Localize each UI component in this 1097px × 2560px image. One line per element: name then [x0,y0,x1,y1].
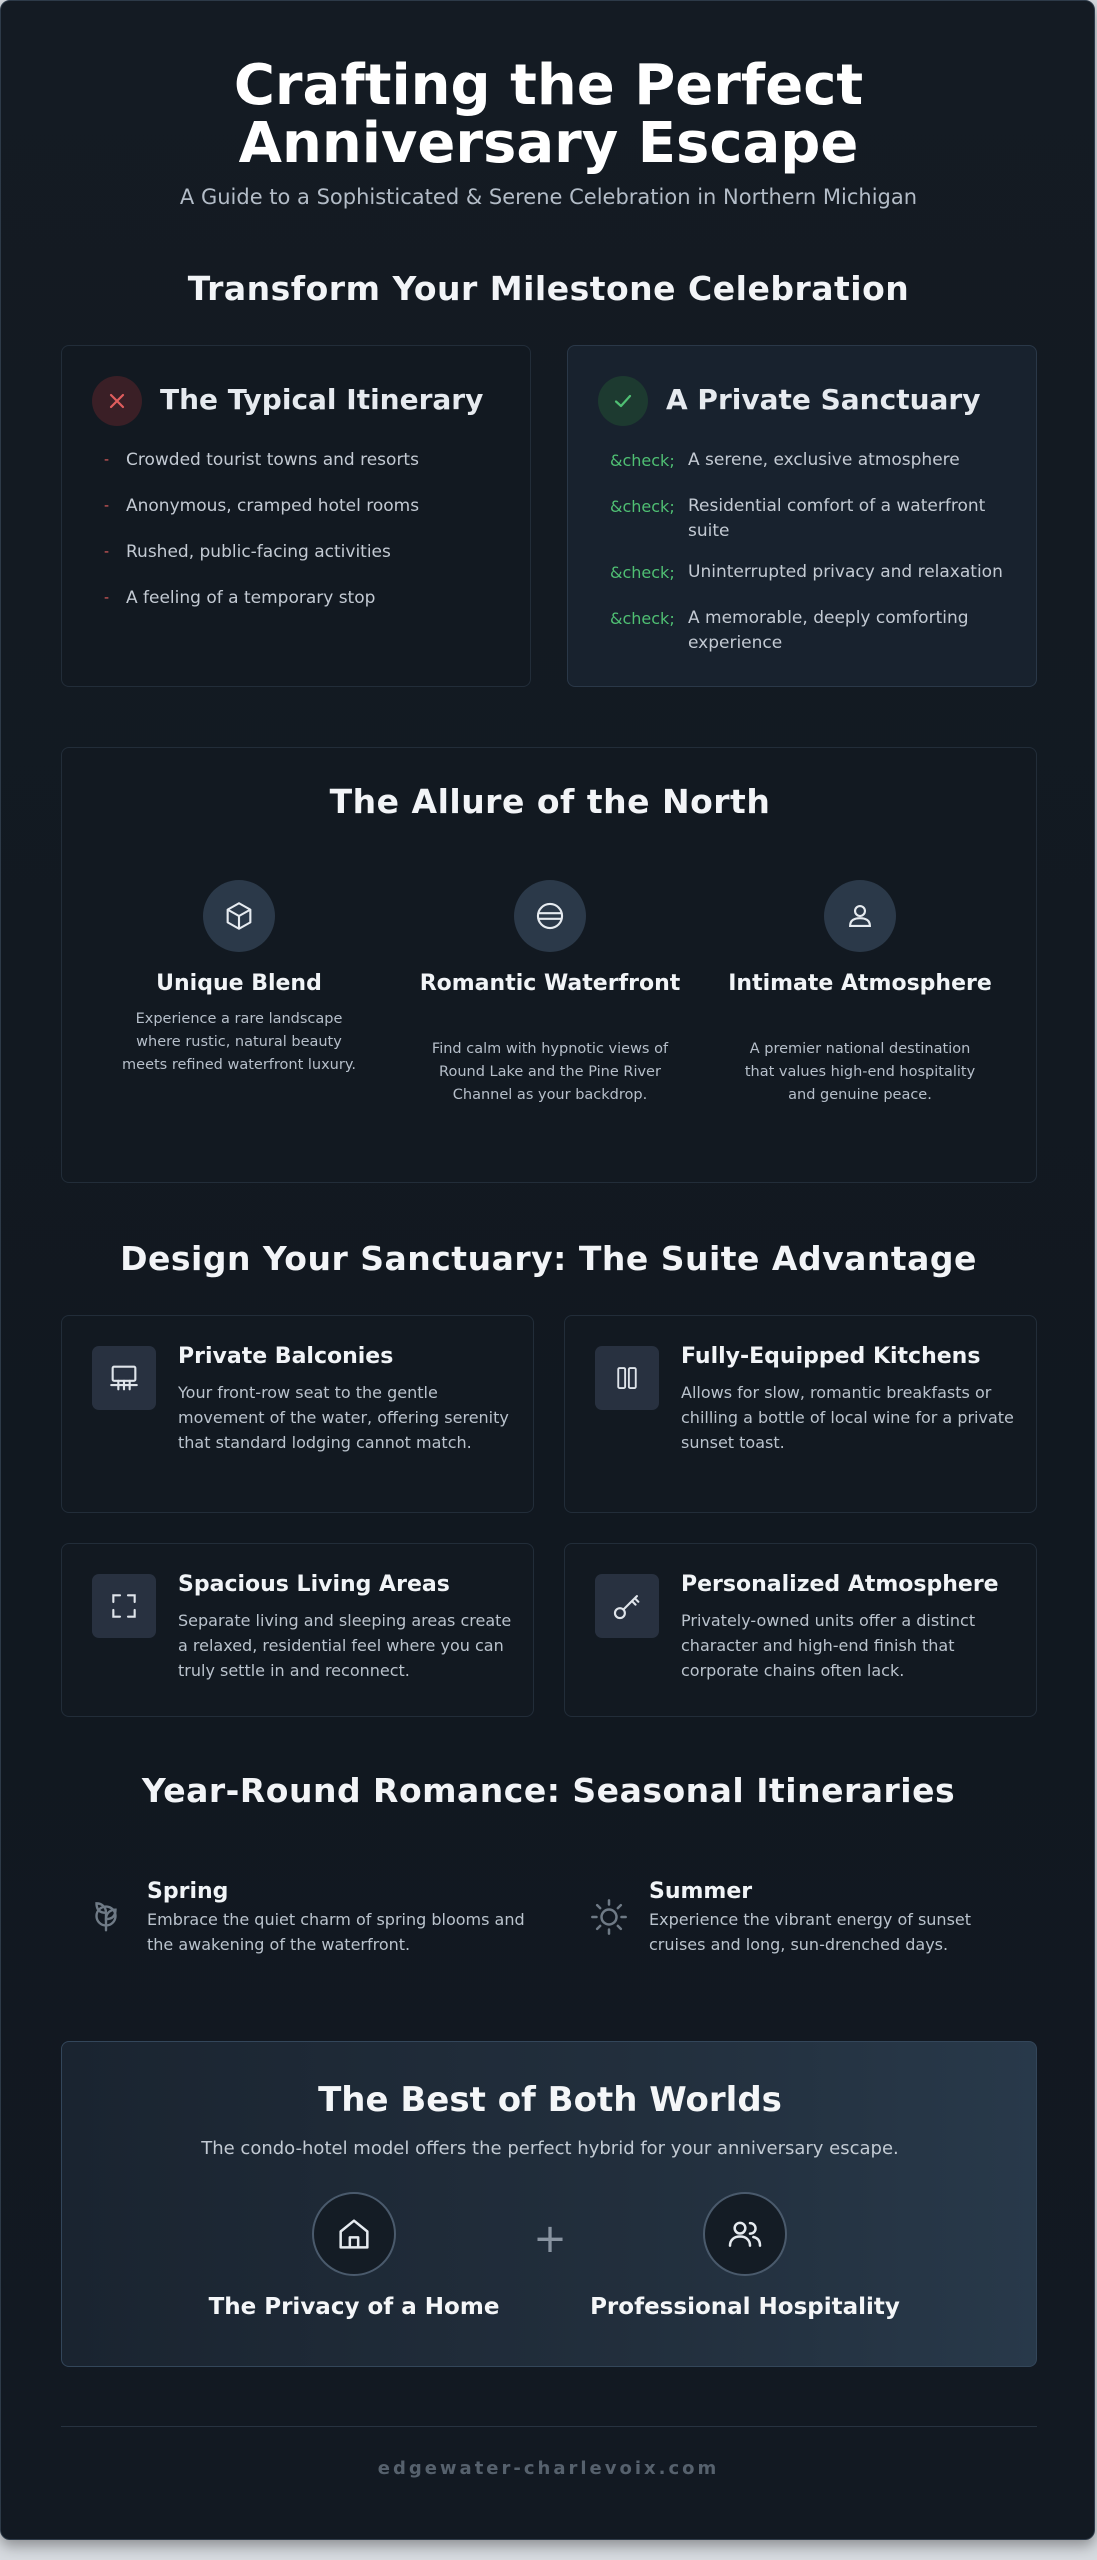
feature-text-romantic-waterfront: Find calm with hypnotic views of Round Lake and the Pine River Channel as your backdrop. [431,1041,669,1103]
allure-card [61,747,1037,1183]
footer-divider [61,2426,1037,2427]
home-icon [312,2192,396,2276]
page-subtitle: A Guide to a Sophisticated & Serene Celebration in Northern Michigan [179,185,918,209]
list-item: - Anonymous, cramped hotel rooms [104,494,504,519]
hospitality-label: Professional Hospitality [590,2294,900,2320]
suite-text: Allows for slow, romantic breakfasts or chilling a bottle of local wine for a private sunset toast. [681,1383,1014,1452]
feature-title-intimate-atmosphere: Intimate Atmosphere [728,971,992,996]
check-icon [598,376,648,426]
list-item: - A feeling of a temporary stop [104,586,504,611]
check-marker: &check; [610,451,675,470]
suite-title: Spacious Living Areas [178,1572,450,1597]
key-icon [595,1574,659,1638]
check-marker: &check; [610,563,675,582]
dash-marker: - [104,452,110,468]
suite-title: Fully-Equipped Kitchens [681,1344,981,1369]
water-globe-icon [514,880,586,952]
feature-title-romantic-waterfront: Romantic Waterfront [419,971,681,996]
best-title: The Best of Both Worlds [318,2080,782,2120]
people-icon [703,2192,787,2276]
private-sanctuary-title: A Private Sanctuary [666,383,981,416]
footer-site-link[interactable]: edgewater-charlevoix.com [377,2458,720,2479]
expand-icon [92,1574,156,1638]
suite-card-personalized [564,1543,1037,1717]
check-marker: &check; [610,609,675,628]
dash-marker: - [104,590,110,606]
list-item: - Rushed, public-facing activities [104,540,504,565]
list-item: &check; A memorable, deeply comforting experience [610,606,1020,656]
suite-card-kitchens [564,1315,1037,1513]
suite-text: Privately-owned units offer a distinct character and high-end finish that corporate chains often lack. [681,1611,976,1680]
typical-itinerary-card [61,345,531,687]
dash-marker: - [104,498,110,514]
comparison-section-title: Transform Your Milestone Celebration [187,269,910,308]
suite-text: Your front-row seat to the gentle movement of the water, offering serenity that standard lodging cannot match. [178,1383,509,1452]
best-of-both-card [61,2041,1037,2367]
x-icon [92,376,142,426]
dash-marker: - [104,544,110,560]
feature-text-intimate-atmosphere: A premier national destination that values high-end hospitality and genuine peace. [744,1041,976,1103]
suite-card-private-balconies [61,1315,534,1513]
page-title: Crafting the Perfect Anniversary Escape [233,53,864,176]
person-icon [824,880,896,952]
check-marker: &check; [610,497,675,516]
private-sanctuary-card [567,345,1037,687]
suite-text: Separate living and sleeping areas create a relaxed, residential feel where you can truly settle in and reconnect. [178,1611,512,1680]
typical-itinerary-title: The Typical Itinerary [160,383,484,416]
suite-card-living-areas [61,1543,534,1717]
best-subtitle: The condo-hotel model offers the perfect hybrid for your anniversary escape. [201,2138,899,2159]
allure-section-title: The Allure of the North [329,782,771,821]
list-item: - Crowded tourist towns and resorts [104,448,504,473]
season-text-spring: Embrace the quiet charm of spring blooms and the awakening of the waterfront. [147,1910,525,1954]
season-text-summer: Experience the vibrant energy of sunset cruises and long, sun-drenched days. [649,1910,972,1954]
home-label: The Privacy of a Home [208,2294,500,2320]
season-title-spring: Spring [147,1879,229,1904]
suite-title: Personalized Atmosphere [681,1572,999,1597]
list-item: &check; Residential comfort of a waterfront suite [610,494,1020,544]
fridge-icon [595,1346,659,1410]
suite-section-title: Design Your Sanctuary: The Suite Advantage [120,1239,977,1278]
season-title-summer: Summer [649,1879,753,1904]
list-item: &check; A serene, exclusive atmosphere [610,448,1020,473]
balcony-icon [92,1346,156,1410]
sprout-icon [87,1897,125,1939]
feature-title-unique-blend: Unique Blend [156,971,322,996]
feature-text-unique-blend: Experience a rare landscape where rustic, natural beauty meets refined waterfront luxury. [122,1011,356,1073]
cube-icon [203,880,275,952]
list-item: &check; Uninterrupted privacy and relaxation [610,560,1020,585]
seasons-section-title: Year-Round Romance: Seasonal Itineraries [141,1771,956,1810]
plus-sign: + [533,2216,567,2262]
sun-icon [589,1897,629,1941]
suite-title: Private Balconies [178,1344,394,1369]
